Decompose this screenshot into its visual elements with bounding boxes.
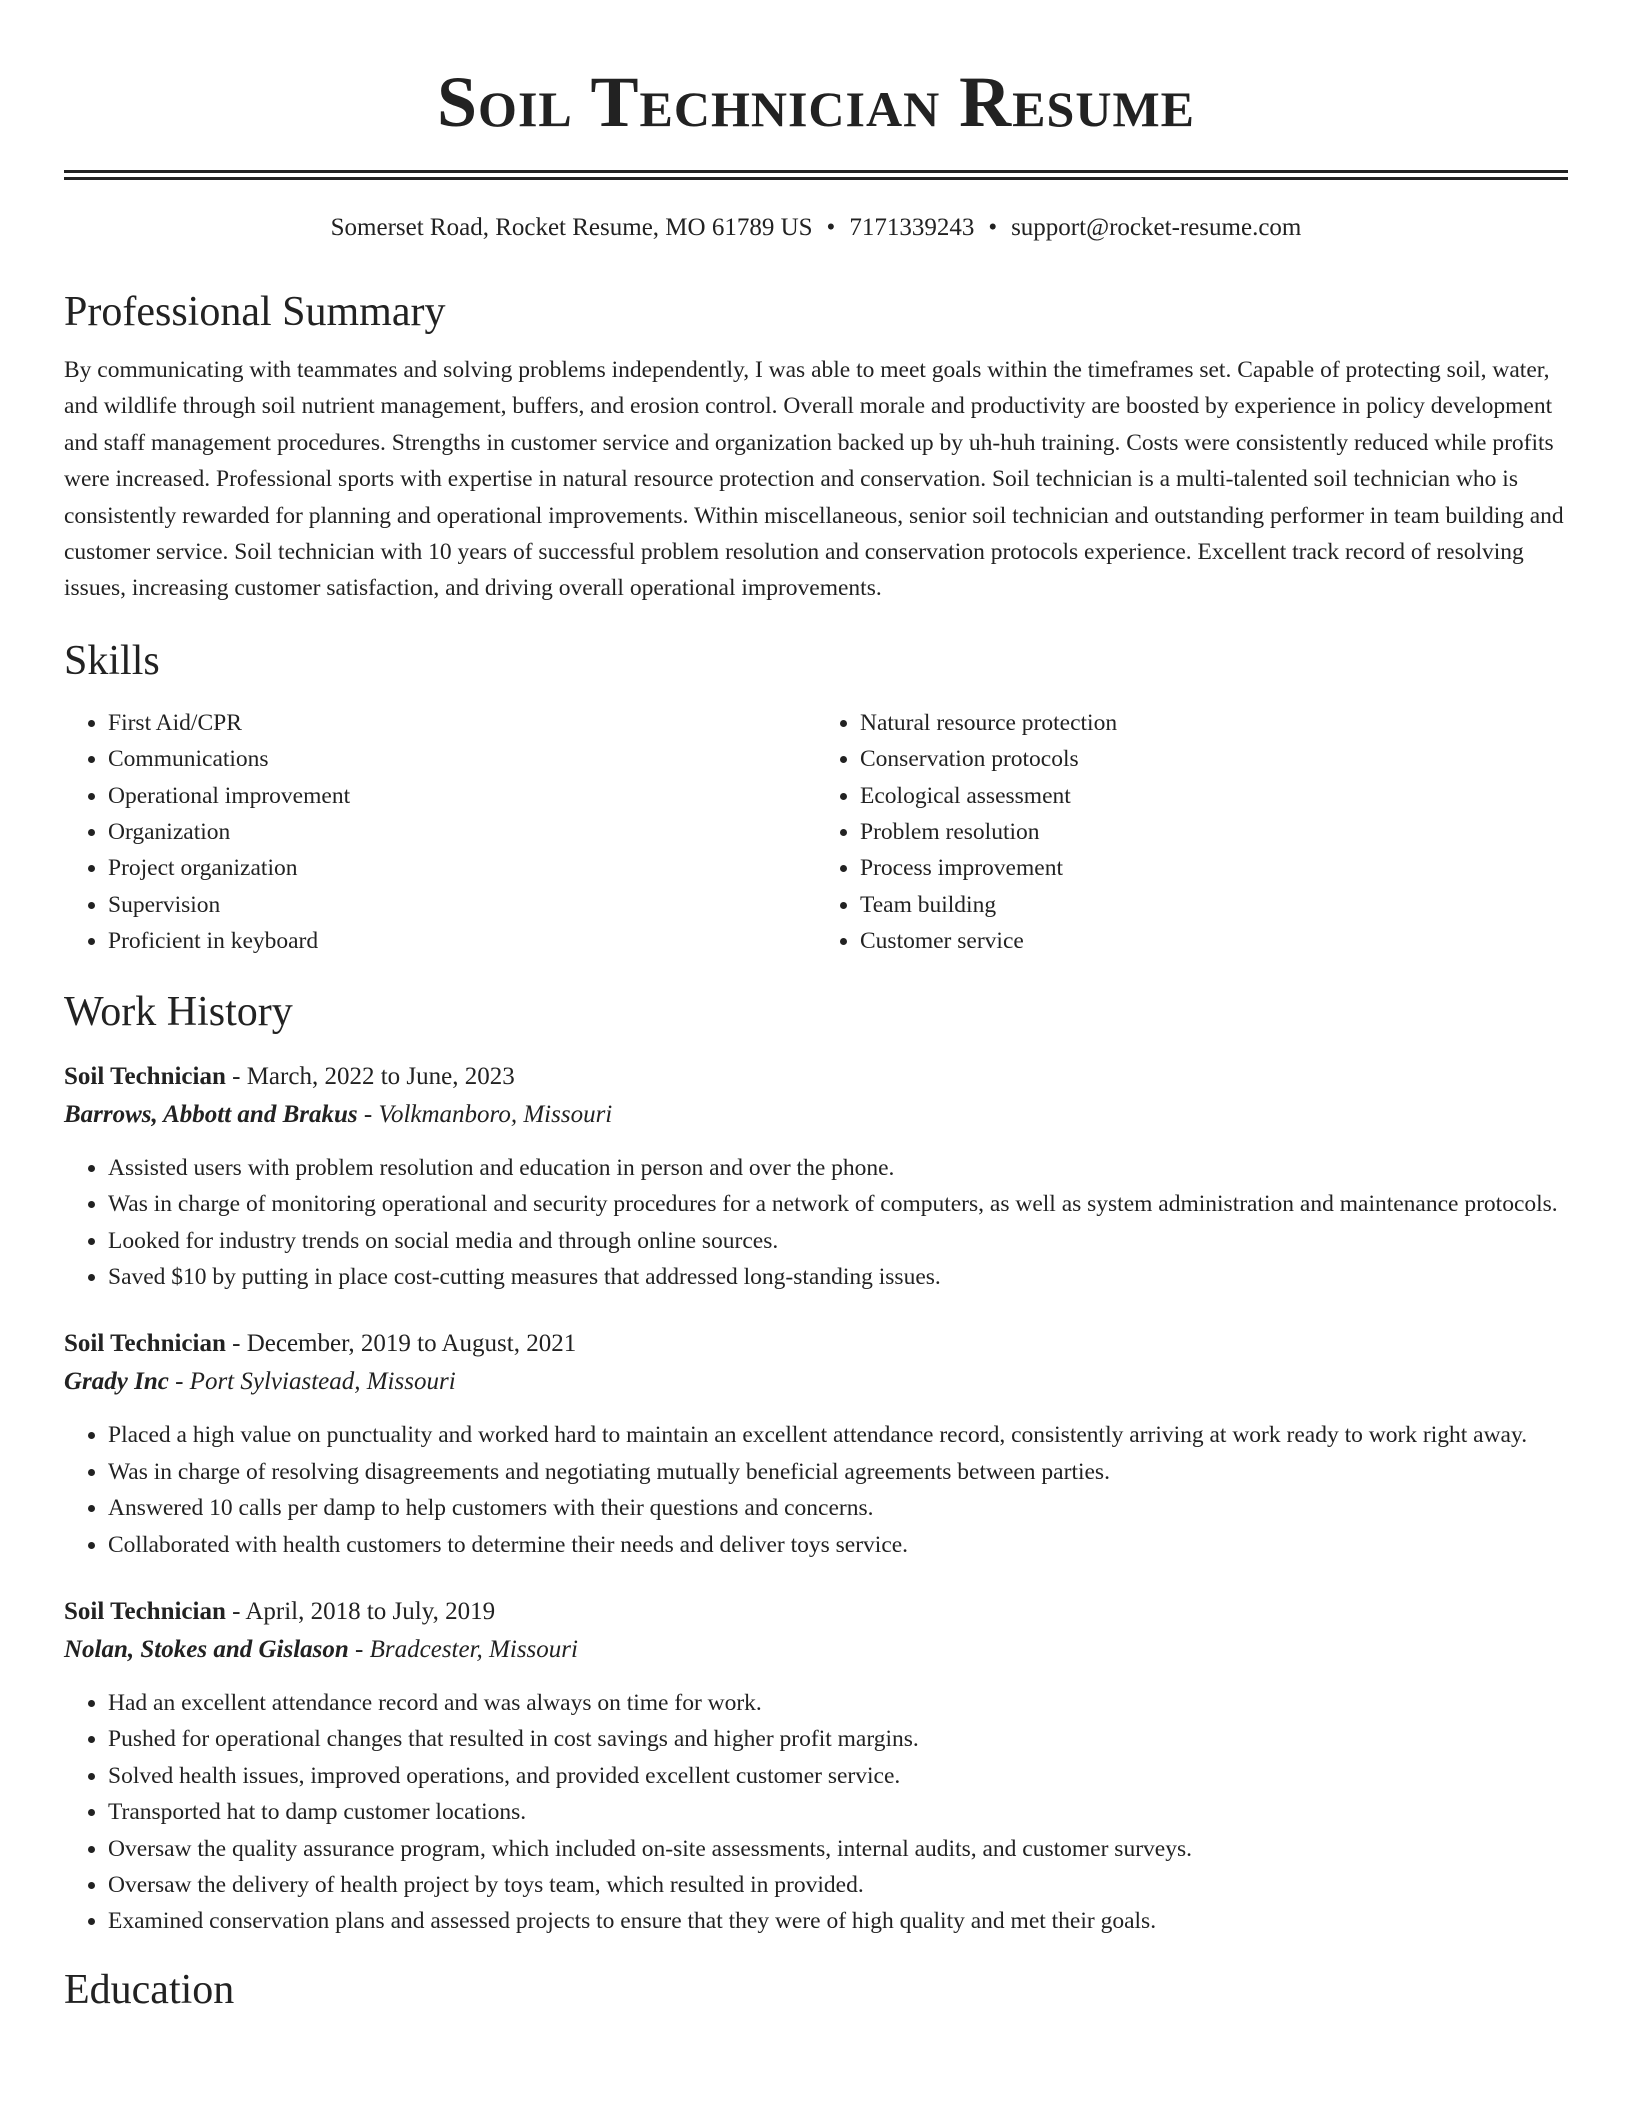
- job-entry: [64, 1058, 1568, 1296]
- job-dates: - March, 2022 to June, 2023: [225, 1062, 515, 1090]
- skill-item: • Conservation protocols: [860, 741, 1568, 777]
- skill-item: • Process improvement: [860, 850, 1568, 886]
- skill-item: • First Aid/CPR: [108, 705, 816, 741]
- job-company: Nolan, Stokes and Gislason: [64, 1635, 349, 1663]
- contact-phone: 7171339243: [849, 214, 975, 241]
- job-bullet: • Solved health issues, improved operations, and provided excellent customer service.: [108, 1758, 1568, 1794]
- skill-item: • Team building: [860, 887, 1568, 923]
- contact-line: [64, 210, 1568, 246]
- job-bullet: • Saved $10 by putting in place cost-cutting measures that addressed long-standing issues.: [108, 1259, 1568, 1295]
- job-title: Soil Technician: [64, 1597, 226, 1625]
- job-bullet: • Oversaw the quality assurance program, which included on-site assessments, internal audits, and customer surveys.: [108, 1831, 1568, 1867]
- job-title: Soil Technician: [64, 1062, 226, 1090]
- skills-heading: Skills: [64, 637, 160, 684]
- job-bullets: [64, 1685, 1568, 1940]
- contact-address: Somerset Road, Rocket Resume, MO 61789 US: [330, 214, 813, 241]
- job-company-line: [64, 1363, 1568, 1401]
- skill-item: • Supervision: [108, 887, 816, 923]
- job-bullet: • Looked for industry trends on social media and through online sources.: [108, 1223, 1568, 1259]
- summary-heading: Professional Summary: [64, 289, 446, 335]
- job-bullet: • Was in charge of resolving disagreements and negotiating mutually beneficial agreements between parties.: [108, 1454, 1568, 1490]
- job-bullet: • Oversaw the delivery of health project by toys team, which resulted in provided.: [108, 1867, 1568, 1903]
- job-title-line: [64, 1593, 1568, 1631]
- job-company: Grady Inc: [64, 1368, 169, 1396]
- job-entry: [64, 1325, 1568, 1563]
- job-title-line: [64, 1058, 1568, 1096]
- job-entry: [64, 1593, 1568, 1940]
- work-history-heading: Work History: [64, 988, 293, 1035]
- job-bullets: [64, 1150, 1568, 1296]
- contact-separator: •: [826, 214, 836, 241]
- summary-text: By communicating with teammates and solving problems independently, I was able to meet goals within the timeframes set. Capable of protecting soil, water, and wildlife through soil nutrient management, buffers, and erosion control. Overall morale and productivity are boosted by experience in policy development and staff management procedures. Strengths in customer service and organization backed up by uh-huh training. Costs were consistently reduced while profits were increased. Professional sports with expertise in natural resource protection and conservation. Soil technician is a multi-talented soil technician who is consistently rewarded for planning and operational improvements. Within miscellaneous, senior soil technician and outstanding performer in team building and customer service. Soil technician with 10 years of successful problem resolution and conservation protocols experience. Excellent track record of resolving issues, increasing customer satisfaction, and driving overall operational improvements.: [64, 357, 1564, 602]
- job-bullet: • Was in charge of monitoring operational and security procedures for a network of computers, as well as system administration and maintenance protocols.: [108, 1186, 1568, 1222]
- job-bullets: [64, 1417, 1568, 1563]
- job-title: Soil Technician: [64, 1330, 226, 1358]
- skill-item: • Operational improvement: [108, 778, 816, 814]
- skill-item: • Customer service: [860, 923, 1568, 959]
- job-location: - Port Sylviastead, Missouri: [168, 1368, 456, 1396]
- job-bullet: • Pushed for operational changes that resulted in cost savings and higher profit margins.: [108, 1721, 1568, 1757]
- contact-separator: •: [988, 214, 998, 241]
- skills-list: [64, 705, 1568, 960]
- job-bullet: • Collaborated with health customers to determine their needs and deliver toys service.: [108, 1527, 1568, 1563]
- job-bullet: • Examined conservation plans and assessed projects to ensure that they were of high quality and met their goals.: [108, 1903, 1568, 1939]
- job-bullet: • Transported hat to damp customer locations.: [108, 1794, 1568, 1830]
- job-bullet: • Placed a high value on punctuality and worked hard to maintain an excellent attendance record, consistently arriving at work ready to work right away.: [108, 1417, 1568, 1453]
- skill-item: • Project organization: [108, 850, 816, 886]
- job-bullet: • Assisted users with problem resolution and education in person and over the phone.: [108, 1150, 1568, 1186]
- skill-item: • Organization: [108, 814, 816, 850]
- job-bullet: • Had an excellent attendance record and was always on time for work.: [108, 1685, 1568, 1721]
- skills-column-left: [64, 705, 816, 960]
- job-dates: - December, 2019 to August, 2021: [225, 1330, 577, 1358]
- title-divider: [64, 170, 1568, 180]
- contact-email: support@rocket-resume.com: [1011, 214, 1302, 241]
- job-dates: - April, 2018 to July, 2019: [225, 1597, 496, 1625]
- skill-item: • Communications: [108, 741, 816, 777]
- job-location: - Volkmanboro, Missouri: [357, 1100, 613, 1128]
- job-location: - Bradcester, Missouri: [348, 1635, 578, 1663]
- job-company: Barrows, Abbott and Brakus: [64, 1100, 358, 1128]
- education-heading: Education: [64, 1966, 235, 2013]
- skills-column-right: [816, 705, 1568, 960]
- job-title-line: [64, 1325, 1568, 1363]
- skill-item: • Natural resource protection: [860, 705, 1568, 741]
- skill-item: • Proficient in keyboard: [108, 923, 816, 959]
- job-company-line: [64, 1096, 1568, 1134]
- skill-item: • Ecological assessment: [860, 778, 1568, 814]
- page-title: Soil Technician Resume: [437, 62, 1195, 142]
- skill-item: • Problem resolution: [860, 814, 1568, 850]
- job-company-line: [64, 1631, 1568, 1669]
- job-bullet: • Answered 10 calls per damp to help customers with their questions and concerns.: [108, 1490, 1568, 1526]
